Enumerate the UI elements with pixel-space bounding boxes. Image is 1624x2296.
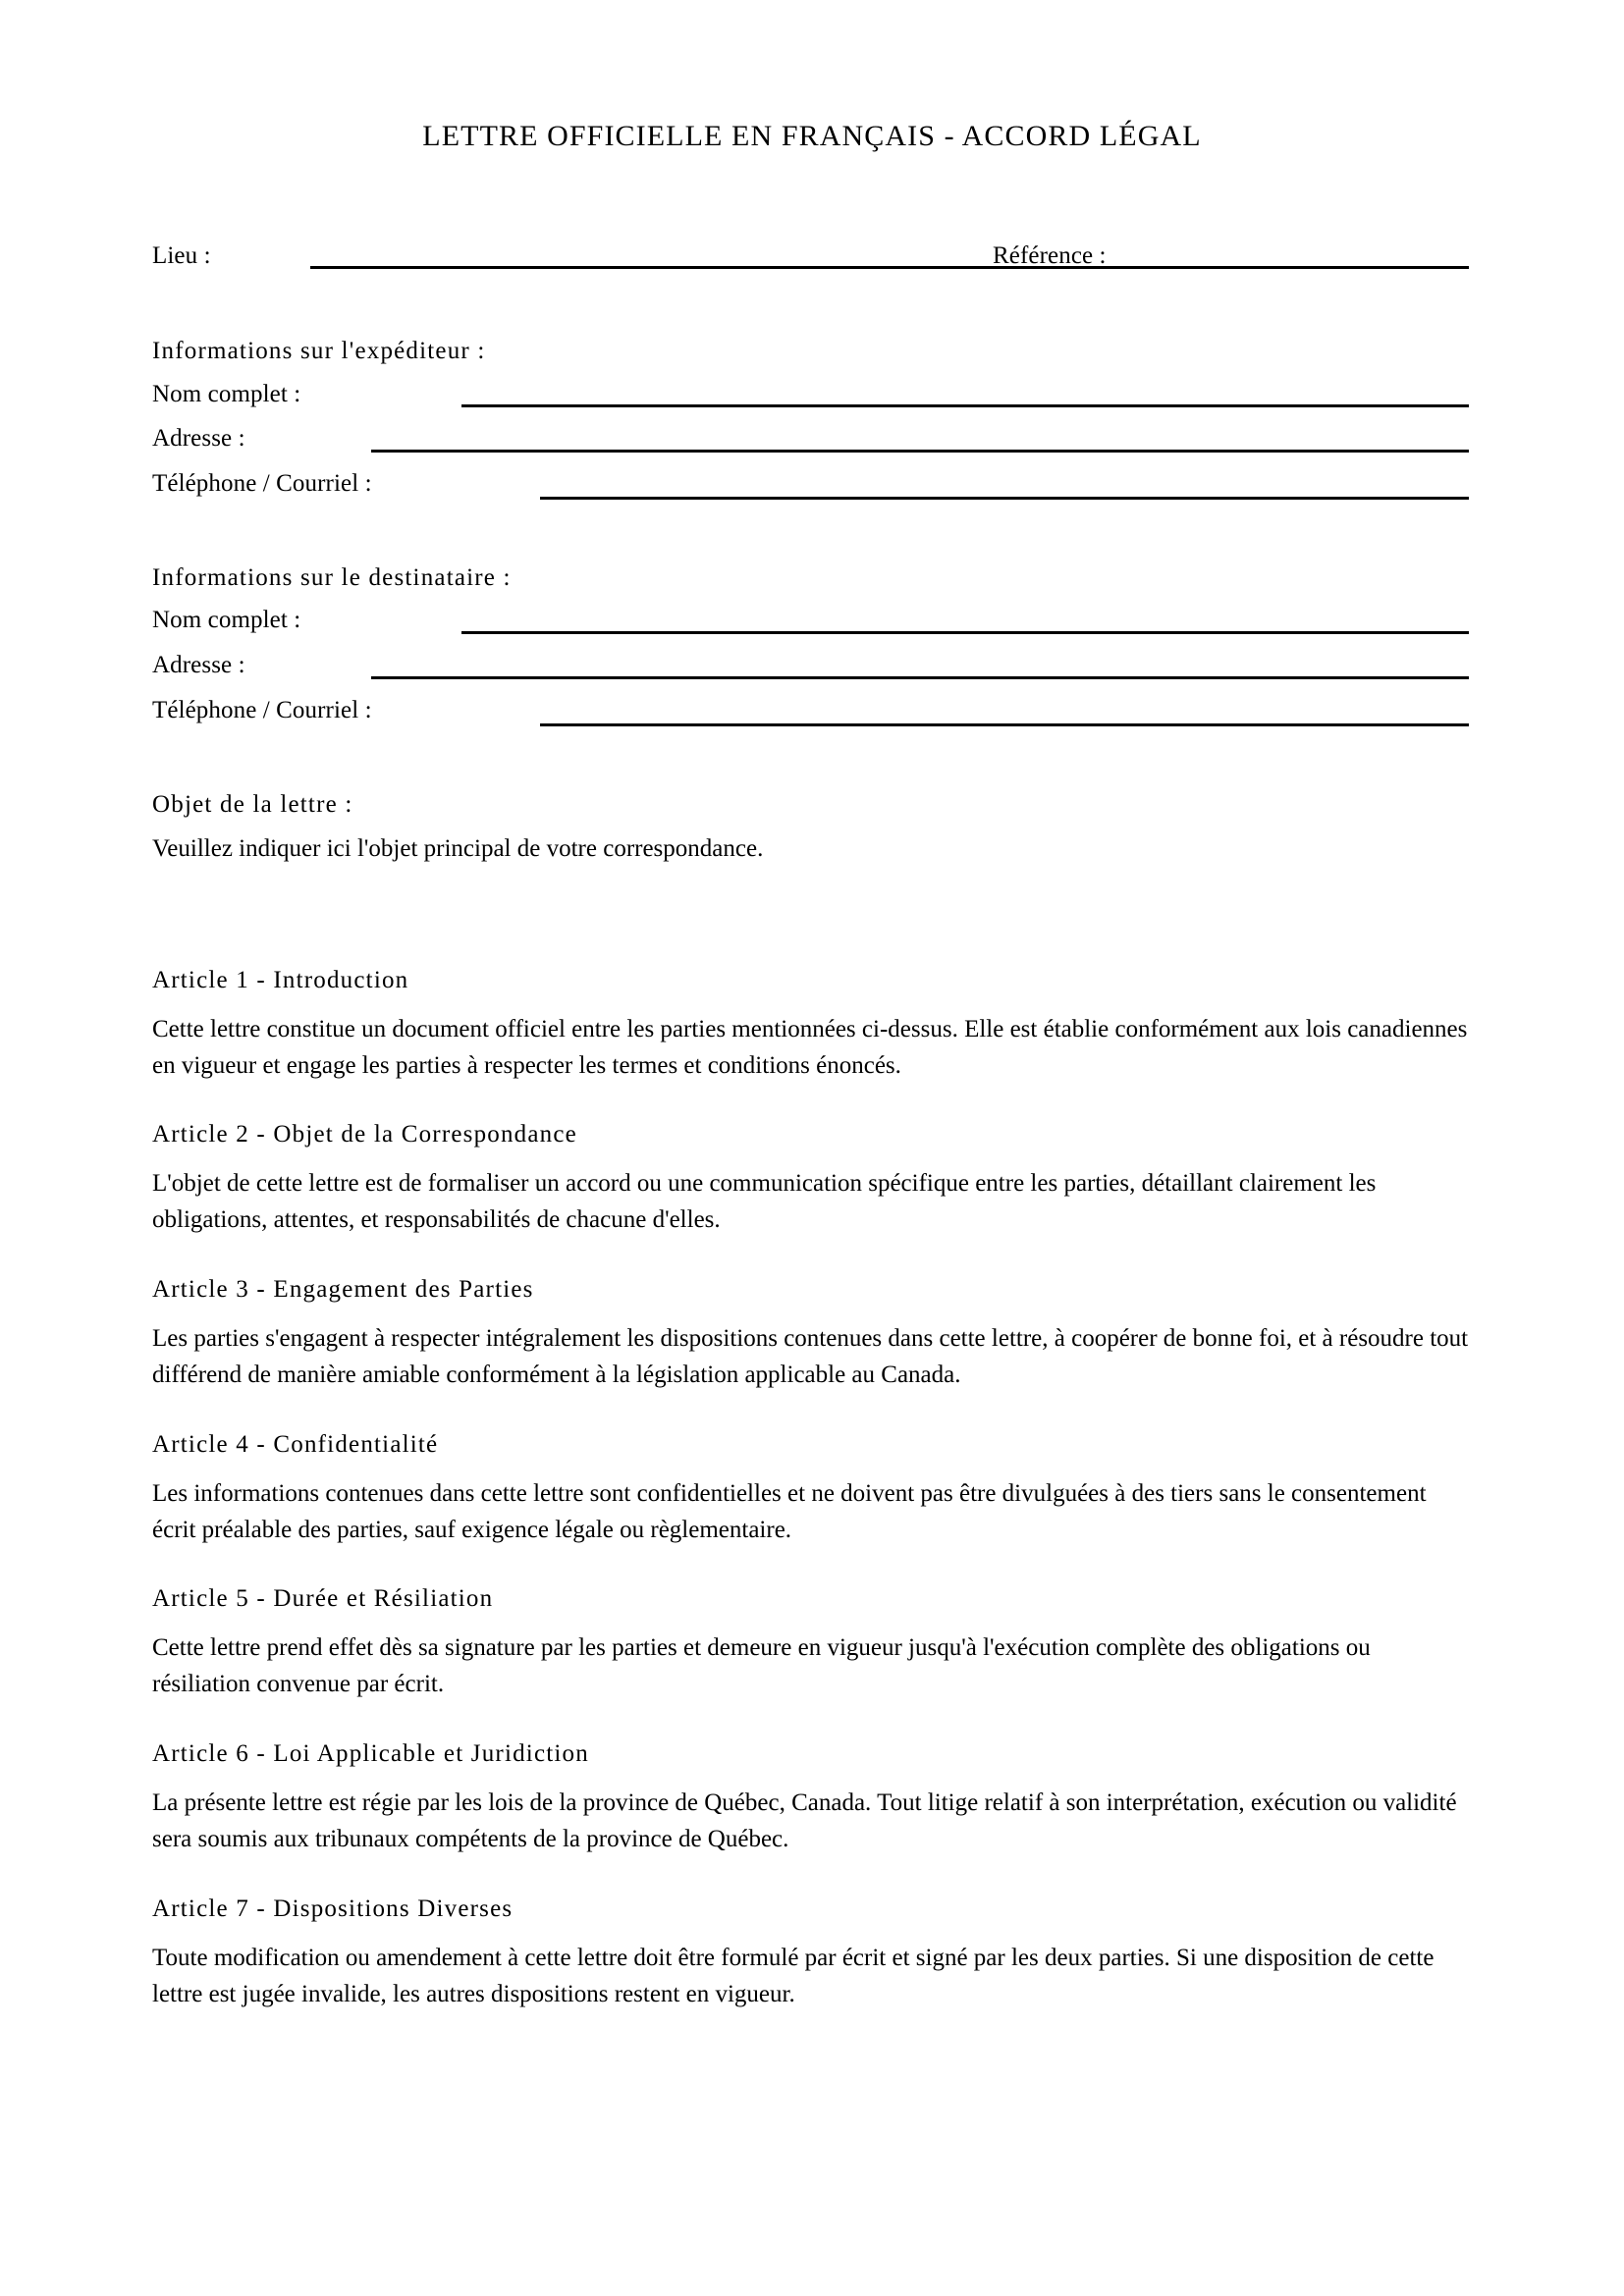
recipient-section-label: Informations sur le destinataire : (152, 564, 512, 591)
article-block-5 (152, 1585, 1473, 1702)
article-body-1: Cette lettre constitue un document officiel entre les parties mentionnées ci-dessus. Elle est établie conformément aux lois canadiennes en vigueur et engage les parties à respecter les termes et conditions énoncés. (152, 1015, 1468, 1079)
subject-label: Objet de la lettre : (152, 791, 353, 818)
lieu-label: Lieu : (152, 242, 211, 269)
article-block-2 (152, 1121, 1473, 1238)
article-block-3 (152, 1276, 1473, 1393)
article-block-6 (152, 1740, 1473, 1857)
article-block-7 (152, 1896, 1473, 2012)
article-body-6: La présente lettre est régie par les lois de la province de Québec, Canada. Tout litige relatif à son interprétation, exécution ou validité sera soumis aux tribunaux compétents de la province de Québec. (152, 1789, 1457, 1852)
lieu-reference-input-line[interactable] (310, 266, 1469, 269)
article-title-7: Article 7 - Dispositions Diverses (152, 1896, 514, 1922)
article-body-4: Les informations contenues dans cette lettre sont confidentielles et ne doivent pas être divulguées à des tiers sans le consentement écrit préalable des parties, sauf exigence légale ou règlementaire. (152, 1479, 1427, 1543)
article-body-3: Les parties s'engagent à respecter intégralement les dispositions contenues dans cette lettre, à coopérer de bonne foi, et à résoudre tout différend de manière amiable conformément à la législation applicable au Canada. (152, 1324, 1469, 1388)
recipient-contact-label: Téléphone / Courriel : (152, 697, 372, 723)
reference-label: Référence : (993, 242, 1107, 269)
recipient-contact-input-line[interactable] (540, 723, 1469, 726)
article-body-5: Cette lettre prend effet dès sa signature par les parties et demeure en vigueur jusqu'à l'exécution complète des obligations ou résiliation convenue par écrit. (152, 1633, 1371, 1697)
sender-contact-label: Téléphone / Courriel : (152, 470, 372, 497)
sender-name-label: Nom complet : (152, 381, 301, 407)
recipient-address-input-line[interactable] (371, 676, 1469, 679)
recipient-name-input-line[interactable] (461, 631, 1469, 634)
article-title-1: Article 1 - Introduction (152, 967, 409, 993)
article-title-2: Article 2 - Objet de la Correspondance (152, 1121, 577, 1148)
sender-contact-input-line[interactable] (540, 497, 1469, 500)
page-title: LETTRE OFFICIELLE EN FRANÇAIS - ACCORD LÉGAL (422, 120, 1202, 152)
subject-instruction: Veuillez indiquer ici l'objet principal de votre correspondance. (152, 835, 764, 862)
article-block-1 (152, 967, 1473, 1084)
article-title-4: Article 4 - Confidentialité (152, 1431, 439, 1458)
sender-address-label: Adresse : (152, 425, 245, 452)
article-title-3: Article 3 - Engagement des Parties (152, 1276, 534, 1303)
article-title-5: Article 5 - Durée et Résiliation (152, 1585, 494, 1612)
article-body-7: Toute modification ou amendement à cette lettre doit être formulé par écrit et signé par les deux parties. Si une disposition de cette lettre est jugée invalide, les autres dispositions restent en vigueur. (152, 1944, 1435, 2007)
article-block-4 (152, 1431, 1473, 1548)
article-body-2: L'objet de cette lettre est de formaliser un accord ou une communication spécifique entre les parties, détaillant clairement les obligations, attentes, et responsabilités de chacune d'elles. (152, 1169, 1377, 1233)
article-title-6: Article 6 - Loi Applicable et Juridiction (152, 1740, 589, 1767)
sender-section-label: Informations sur l'expéditeur : (152, 338, 486, 364)
recipient-name-label: Nom complet : (152, 607, 301, 633)
sender-name-input-line[interactable] (461, 404, 1469, 407)
sender-address-input-line[interactable] (371, 450, 1469, 453)
recipient-address-label: Adresse : (152, 652, 245, 678)
